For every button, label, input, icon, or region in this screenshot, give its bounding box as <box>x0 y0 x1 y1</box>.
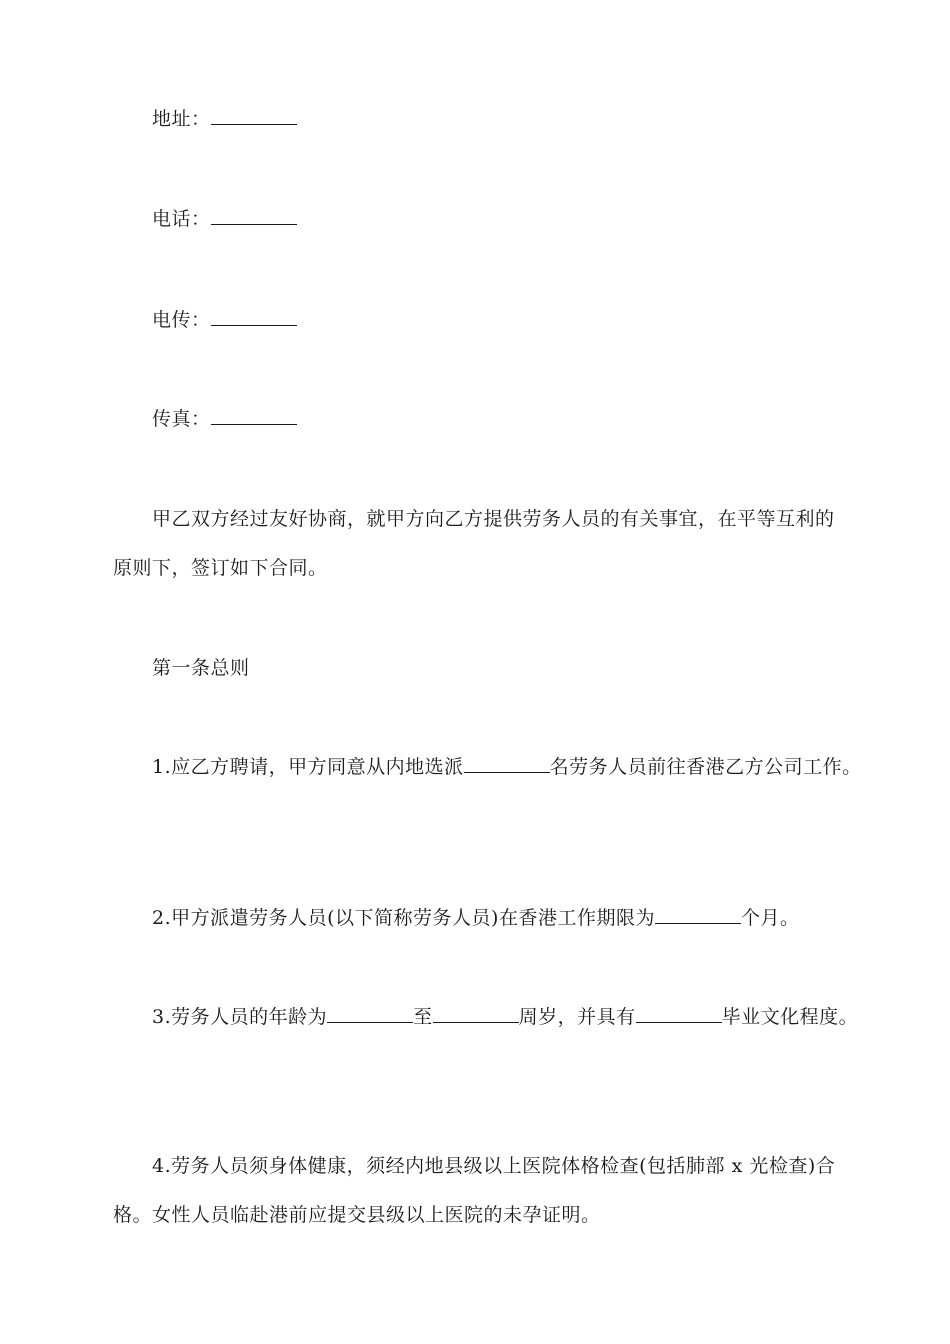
intro-line-1: 甲乙双方经过友好协商，就甲方向乙方提供劳务人员的有关事宜，在平等互利的 <box>152 508 835 530</box>
clause-4-line-2: 格。女性人员临赴港前应提交县级以上医院的未孕证明。 <box>113 1204 601 1226</box>
clause-2 <box>152 903 799 930</box>
telex-field <box>152 305 297 332</box>
fax-field <box>152 404 297 431</box>
address-label: 地址： <box>152 108 211 130</box>
clause-1-blank <box>464 754 550 773</box>
address-field <box>152 104 297 131</box>
clause-3-text-c: 周岁，并具有 <box>518 1006 636 1028</box>
clause-3-text-b: 至 <box>413 1006 433 1028</box>
address-blank <box>211 106 297 125</box>
clause-3-text-d: 毕业文化程度。 <box>721 1006 859 1028</box>
clause-1-text-b: 名劳务人员前往香港乙方公司工作。 <box>549 756 862 778</box>
fax-blank <box>211 406 297 425</box>
clause-3-blank-1 <box>327 1004 413 1023</box>
section-title: 第一条总则 <box>152 657 250 679</box>
clause-2-text-b: 个月。 <box>740 907 800 929</box>
phone-label: 电话： <box>152 208 211 230</box>
intro-line-2: 原则下，签订如下合同。 <box>113 557 328 579</box>
clause-2-text-a: 2.甲方派遣劳务人员(以下简称劳务人员)在香港工作期限为 <box>152 907 655 929</box>
clause-3-blank-2 <box>433 1004 519 1023</box>
clause-3-blank-3 <box>636 1004 722 1023</box>
clause-1-text-a: 1.应乙方聘请，甲方同意从内地选派 <box>152 756 464 778</box>
clause-1 <box>152 752 862 779</box>
phone-field <box>152 204 297 231</box>
fax-label: 传真： <box>152 408 211 430</box>
phone-blank <box>211 206 297 225</box>
clause-3-text-a: 3.劳务人员的年龄为 <box>152 1006 328 1028</box>
clause-2-blank <box>655 905 741 924</box>
clause-3 <box>152 1002 858 1029</box>
clause-4-line-1: 4.劳务人员须身体健康，须经内地县级以上医院体格检查(包括肺部 x 光检查)合 <box>152 1155 836 1177</box>
telex-blank <box>211 307 297 326</box>
telex-label: 电传： <box>152 309 211 331</box>
